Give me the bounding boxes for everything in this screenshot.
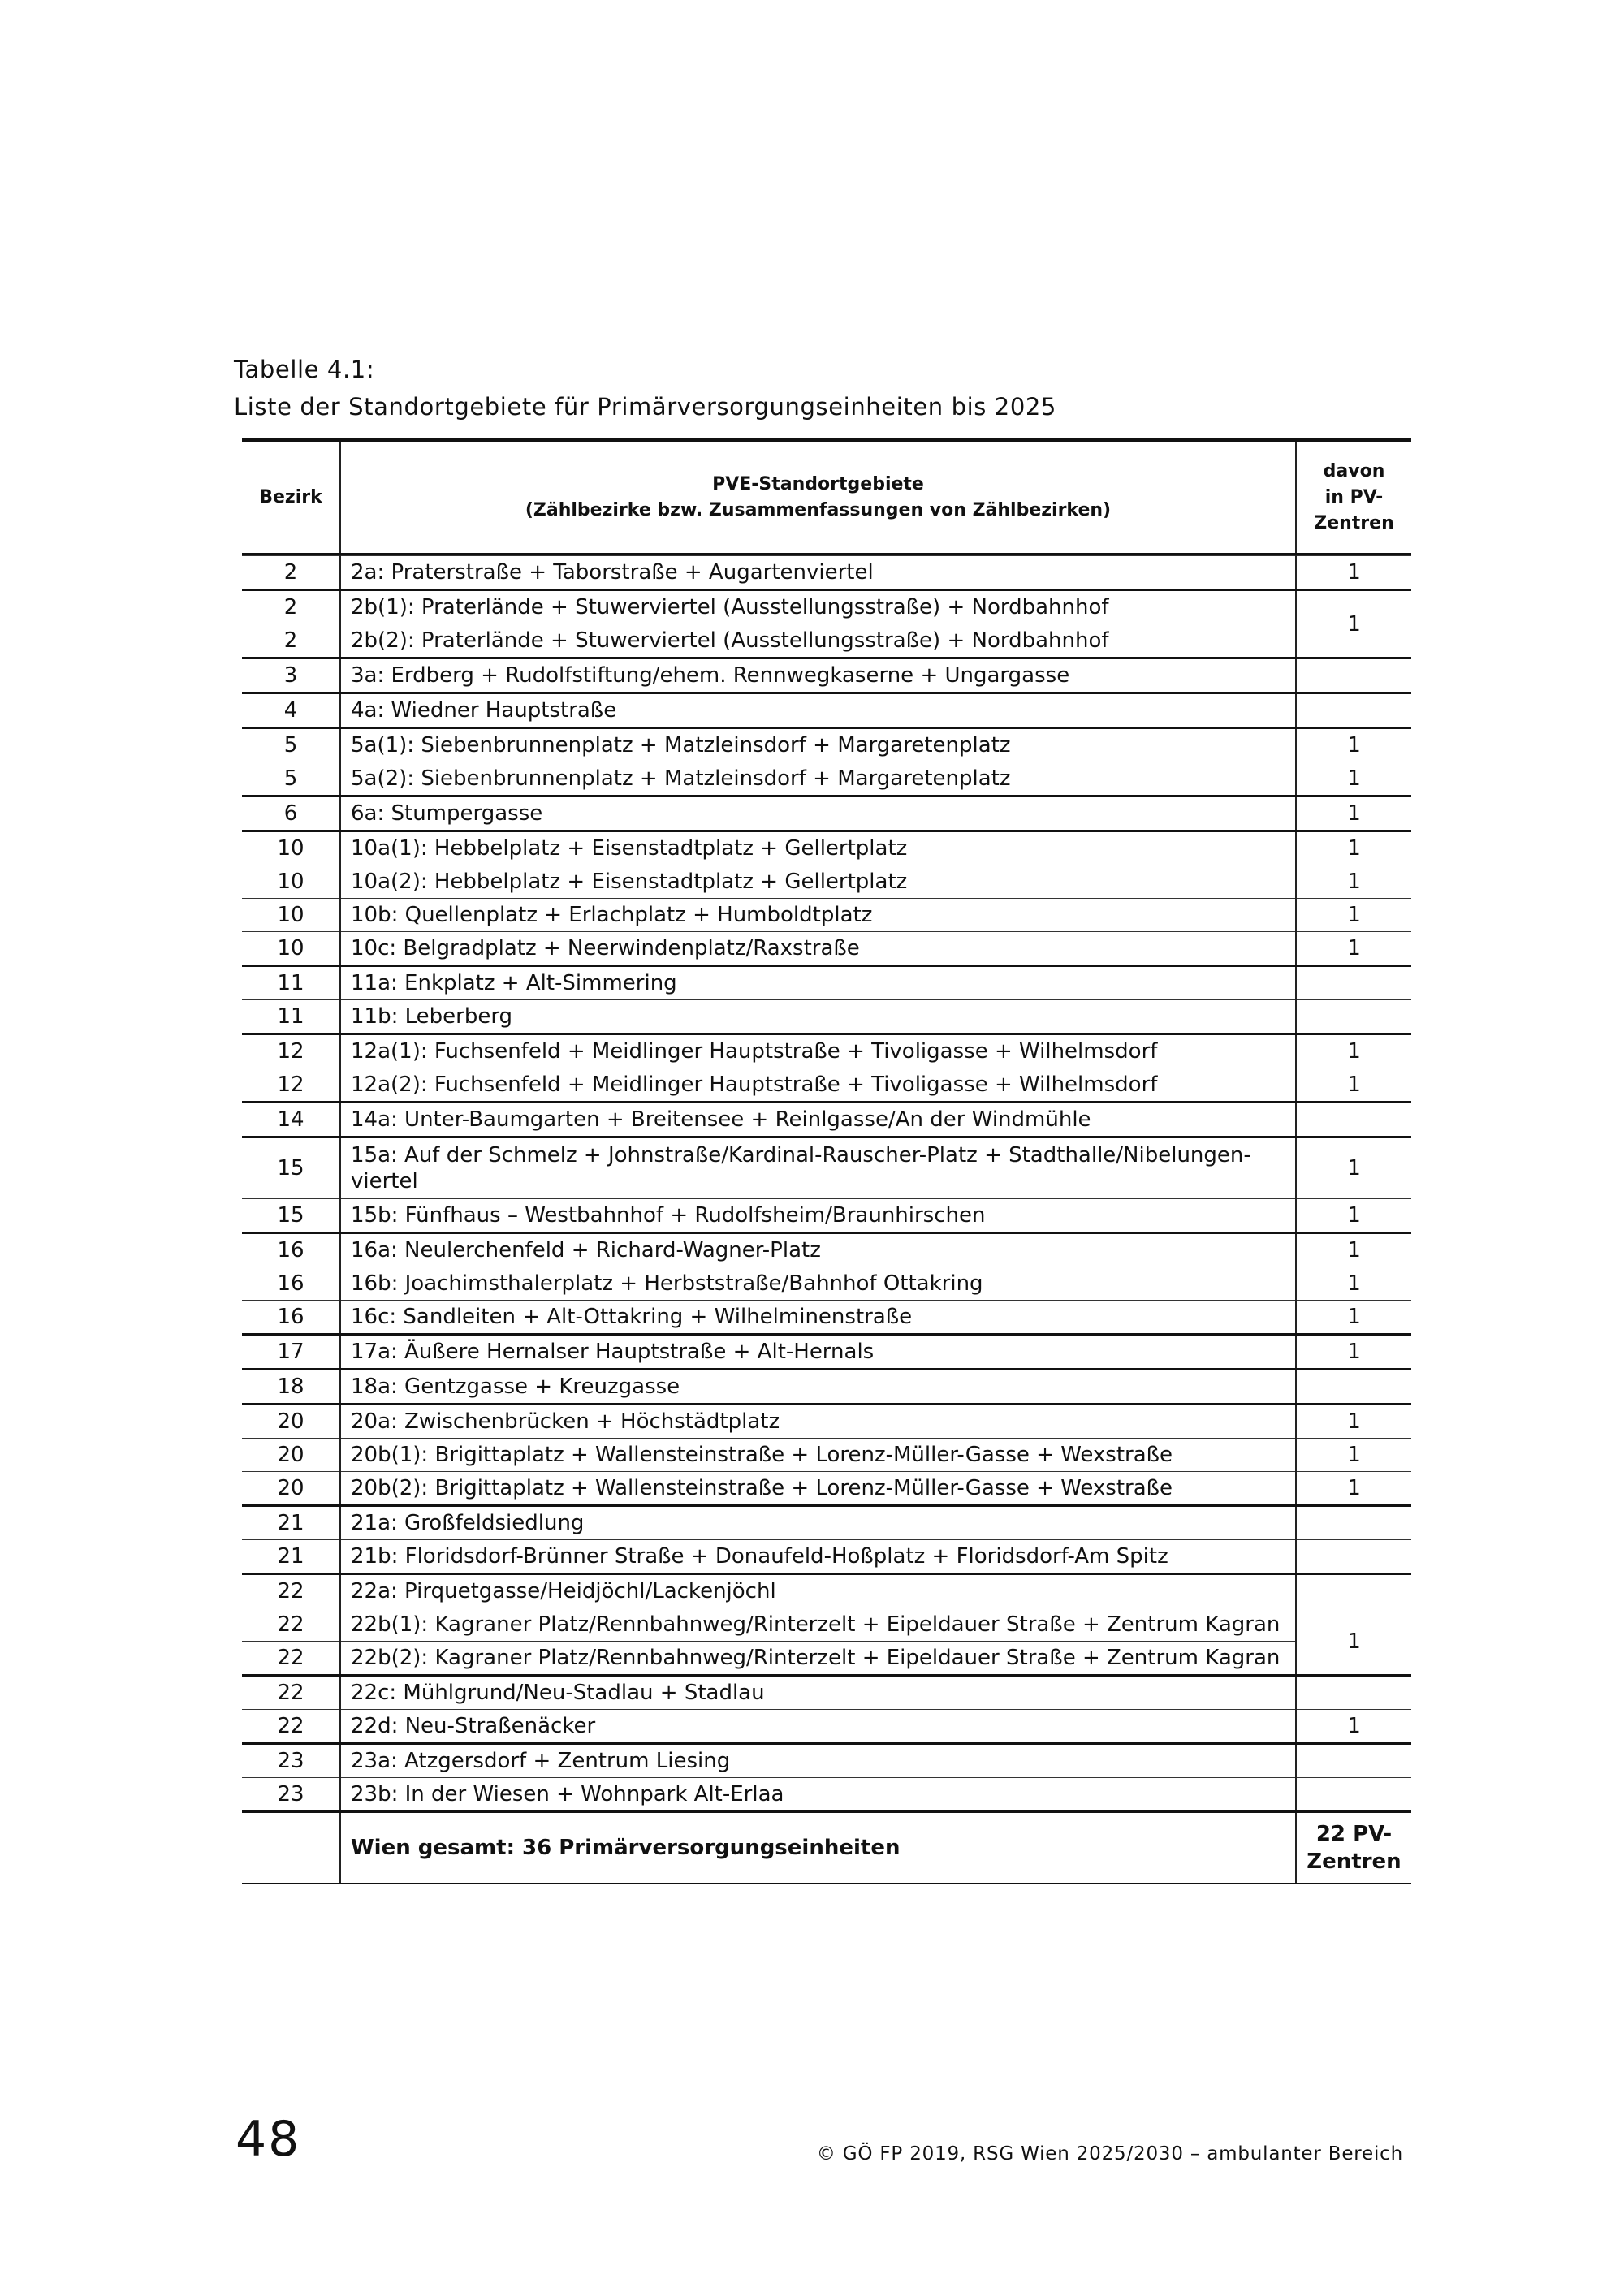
- cell-bezirk: 3: [242, 658, 340, 693]
- cell-gebiet: 21b: Floridsdorf-Brünner Straße + Donaufeld-Hoßplatz + Floridsdorf-Am Spitz: [340, 1540, 1296, 1574]
- table-row: [242, 899, 1411, 932]
- table-row: [242, 1103, 1411, 1137]
- cell-pv: 1: [1296, 1068, 1411, 1103]
- cell-bezirk: 22: [242, 1574, 340, 1608]
- cell-bezirk: 12: [242, 1034, 340, 1068]
- cell-pv: 1: [1296, 1405, 1411, 1439]
- cell-bezirk: 5: [242, 728, 340, 762]
- total-pv-line2: Zentren: [1307, 1849, 1402, 1874]
- table-row: [242, 1472, 1411, 1506]
- cell-gebiet: 22b(2): Kagraner Platz/Rennbahnweg/Rinterzelt + Eipeldauer Straße + Zentrum Kagran: [340, 1642, 1296, 1676]
- cell-pv: 1: [1296, 899, 1411, 932]
- cell-bezirk: 5: [242, 762, 340, 796]
- table-row: [242, 966, 1411, 1000]
- cell-gebiet: 10a(1): Hebbelplatz + Eisenstadtplatz + Gellertplatz: [340, 831, 1296, 865]
- cell-bezirk: 14: [242, 1103, 340, 1137]
- cell-bezirk: 21: [242, 1506, 340, 1540]
- cell-gebiet: 5a(2): Siebenbrunnenplatz + Matzleinsdorf + Margaretenplatz: [340, 762, 1296, 796]
- cell-pv: [1296, 1506, 1411, 1540]
- total-pv-line1: 22 PV-: [1315, 1822, 1393, 1846]
- cell-gebiet: 16c: Sandleiten + Alt-Ottakring + Wilhelminenstraße: [340, 1301, 1296, 1335]
- cell-bezirk: 17: [242, 1335, 340, 1370]
- table-row: [242, 932, 1411, 966]
- table-row: [242, 1068, 1411, 1103]
- header-gebiete-line1: PVE-Standortgebiete: [712, 474, 924, 494]
- cell-bezirk: 22: [242, 1608, 340, 1642]
- total-label: Wien gesamt: 36 Primärversorgungseinheiten: [340, 1812, 1296, 1884]
- cell-pv: 1: [1296, 762, 1411, 796]
- cell-gebiet: 3a: Erdberg + Rudolfstiftung/ehem. Rennwegkaserne + Ungargasse: [340, 658, 1296, 693]
- cell-pv: 1: [1296, 796, 1411, 831]
- cell-pv: [1296, 1103, 1411, 1137]
- table-row: [242, 1744, 1411, 1778]
- caption-label: Tabelle 4.1:: [234, 356, 375, 383]
- cell-gebiet: 11a: Enkplatz + Alt-Simmering: [340, 966, 1296, 1000]
- table-row: [242, 1778, 1411, 1812]
- cell-bezirk: 12: [242, 1068, 340, 1103]
- cell-gebiet: 20b(2): Brigittaplatz + Wallensteinstraße + Lorenz-Müller-Gasse + Wexstraße: [340, 1472, 1296, 1506]
- caption-title: Liste der Standortgebiete für Primärversorgungseinheiten bis 2025: [234, 393, 1056, 421]
- table-row: [242, 1574, 1411, 1608]
- cell-bezirk: 2: [242, 624, 340, 658]
- standortgebiete-table: [242, 438, 1411, 1884]
- cell-pv: [1296, 1778, 1411, 1812]
- cell-gebiet: 20a: Zwischenbrücken + Höchstädtplatz: [340, 1405, 1296, 1439]
- table-row: [242, 1335, 1411, 1370]
- total-row: [242, 1812, 1411, 1884]
- table-row: [242, 1405, 1411, 1439]
- cell-pv: 1: [1296, 1301, 1411, 1335]
- cell-bezirk: 15: [242, 1137, 340, 1199]
- table-row: [242, 556, 1411, 590]
- page-number: 48: [235, 2111, 301, 2168]
- table-row: [242, 1506, 1411, 1540]
- table-row: [242, 831, 1411, 865]
- cell-gebiet: 5a(1): Siebenbrunnenplatz + Matzleinsdorf + Margaretenplatz: [340, 728, 1296, 762]
- cell-gebiet: 14a: Unter-Baumgarten + Breitensee + Reinlgasse/An der Windmühle: [340, 1103, 1296, 1137]
- cell-gebiet: 18a: Gentzgasse + Kreuzgasse: [340, 1370, 1296, 1405]
- cell-bezirk: 11: [242, 1000, 340, 1034]
- table-row: [242, 658, 1411, 693]
- cell-bezirk: 2: [242, 556, 340, 590]
- cell-pv: [1296, 1370, 1411, 1405]
- table-row: [242, 1676, 1411, 1710]
- cell-gebiet: 22c: Mühlgrund/Neu-Stadlau + Stadlau: [340, 1676, 1296, 1710]
- cell-pv: 1: [1296, 831, 1411, 865]
- cell-gebiet: [340, 1137, 1296, 1199]
- header-pv-line3: Zentren: [1314, 513, 1394, 533]
- cell-bezirk: 20: [242, 1405, 340, 1439]
- cell-pv: [1296, 1676, 1411, 1710]
- cell-gebiet: 17a: Äußere Hernalser Hauptstraße + Alt-Hernals: [340, 1335, 1296, 1370]
- cell-pv: [1296, 1744, 1411, 1778]
- cell-pv: 1: [1296, 1137, 1411, 1199]
- cell-bezirk: 16: [242, 1267, 340, 1301]
- header-row: [242, 442, 1411, 555]
- cell-gebiet: 11b: Leberberg: [340, 1000, 1296, 1034]
- cell-pv: 1: [1296, 728, 1411, 762]
- cell-gebiet: 20b(1): Brigittaplatz + Wallensteinstraße + Lorenz-Müller-Gasse + Wexstraße: [340, 1439, 1296, 1472]
- cell-pv: 1: [1296, 1608, 1411, 1676]
- cell-bezirk: 10: [242, 899, 340, 932]
- cell-pv: 1: [1296, 1710, 1411, 1744]
- cell-gebiet: 2b(2): Praterlände + Stuwerviertel (Ausstellungsstraße) + Nordbahnhof: [340, 624, 1296, 658]
- header-pv-line1: davon: [1323, 461, 1385, 481]
- cell-pv: 1: [1296, 932, 1411, 966]
- table-row: [242, 590, 1411, 624]
- cell-pv: 1: [1296, 865, 1411, 899]
- cell-pv: 1: [1296, 1335, 1411, 1370]
- cell-pv: 1: [1296, 1034, 1411, 1068]
- table-row: [242, 1199, 1411, 1233]
- table-row: [242, 796, 1411, 831]
- header-pv-zentren: [1296, 442, 1411, 555]
- cell-bezirk: 22: [242, 1676, 340, 1710]
- total-pv-zentren: [1296, 1812, 1411, 1884]
- cell-bezirk: 20: [242, 1439, 340, 1472]
- cell-gebiet: 12a(1): Fuchsenfeld + Meidlinger Hauptstraße + Tivoligasse + Wilhelmsdorf: [340, 1034, 1296, 1068]
- cell-gebiet: 12a(2): Fuchsenfeld + Meidlinger Hauptstraße + Tivoligasse + Wilhelmsdorf: [340, 1068, 1296, 1103]
- cell-pv: 1: [1296, 1267, 1411, 1301]
- cell-gebiet-line1: 15a: Auf der Schmelz + Johnstraße/Kardinal-Rauscher-Platz + Stadthalle/Nibelungen-: [351, 1143, 1251, 1167]
- cell-pv: [1296, 693, 1411, 728]
- cell-gebiet: 16b: Joachimsthalerplatz + Herbststraße/Bahnhof Ottakring: [340, 1267, 1296, 1301]
- cell-bezirk: 10: [242, 932, 340, 966]
- table-row: [242, 624, 1411, 658]
- cell-pv: 1: [1296, 1439, 1411, 1472]
- cell-pv: 1: [1296, 1233, 1411, 1267]
- table-row: [242, 762, 1411, 796]
- header-pv-line2: in PV-: [1324, 487, 1384, 507]
- table-caption: [234, 351, 1411, 425]
- cell-bezirk: 4: [242, 693, 340, 728]
- table-row: [242, 1608, 1411, 1642]
- table-row: [242, 1034, 1411, 1068]
- cell-gebiet: 21a: Großfeldsiedlung: [340, 1506, 1296, 1540]
- table-row: [242, 1301, 1411, 1335]
- table-row: [242, 728, 1411, 762]
- table-row: [242, 1233, 1411, 1267]
- cell-gebiet: 23a: Atzgersdorf + Zentrum Liesing: [340, 1744, 1296, 1778]
- cell-gebiet: 22a: Pirquetgasse/Heidjöchl/Lackenjöchl: [340, 1574, 1296, 1608]
- table-row: [242, 1000, 1411, 1034]
- cell-pv: [1296, 1540, 1411, 1574]
- cell-pv: 1: [1296, 556, 1411, 590]
- cell-pv: [1296, 966, 1411, 1000]
- cell-pv: [1296, 1574, 1411, 1608]
- cell-gebiet: 15b: Fünfhaus – Westbahnhof + Rudolfsheim/Braunhirschen: [340, 1199, 1296, 1233]
- table-row: [242, 1710, 1411, 1744]
- cell-pv: [1296, 1000, 1411, 1034]
- cell-bezirk: 15: [242, 1199, 340, 1233]
- table-row: [242, 865, 1411, 899]
- cell-bezirk: 16: [242, 1233, 340, 1267]
- cell-bezirk: 22: [242, 1710, 340, 1744]
- table-row: [242, 1642, 1411, 1676]
- cell-pv: 1: [1296, 590, 1411, 658]
- cell-bezirk: 21: [242, 1540, 340, 1574]
- cell-bezirk: 22: [242, 1642, 340, 1676]
- cell-gebiet: 22d: Neu-Straßenäcker: [340, 1710, 1296, 1744]
- table-row: [242, 1370, 1411, 1405]
- footer-copyright: © GÖ FP 2019, RSG Wien 2025/2030 – ambulanter Bereich: [816, 2143, 1403, 2164]
- cell-pv: [1296, 658, 1411, 693]
- table-row: [242, 1439, 1411, 1472]
- cell-gebiet: 6a: Stumpergasse: [340, 796, 1296, 831]
- cell-bezirk: 16: [242, 1301, 340, 1335]
- cell-gebiet: 22b(1): Kagraner Platz/Rennbahnweg/Rinterzelt + Eipeldauer Straße + Zentrum Kagran: [340, 1608, 1296, 1642]
- cell-gebiet: 4a: Wiedner Hauptstraße: [340, 693, 1296, 728]
- cell-bezirk: 10: [242, 865, 340, 899]
- cell-bezirk: 11: [242, 966, 340, 1000]
- cell-bezirk: 2: [242, 590, 340, 624]
- cell-bezirk: 10: [242, 831, 340, 865]
- cell-gebiet: 16a: Neulerchenfeld + Richard-Wagner-Platz: [340, 1233, 1296, 1267]
- table-row: [242, 1137, 1411, 1199]
- header-bezirk: Bezirk: [242, 442, 340, 555]
- cell-pv: 1: [1296, 1472, 1411, 1506]
- cell-gebiet-line2: viertel: [351, 1169, 418, 1193]
- cell-bezirk: 20: [242, 1472, 340, 1506]
- cell-gebiet: 2a: Praterstraße + Taborstraße + Augartenviertel: [340, 556, 1296, 590]
- header-gebiete-line2: (Zählbezirke bzw. Zusammenfassungen von Zählbezirken): [525, 500, 1112, 520]
- table-row: [242, 693, 1411, 728]
- cell-gebiet: 10c: Belgradplatz + Neerwindenplatz/Raxstraße: [340, 932, 1296, 966]
- total-bezirk-empty: [242, 1812, 340, 1884]
- cell-pv: 1: [1296, 1199, 1411, 1233]
- cell-bezirk: 23: [242, 1778, 340, 1812]
- cell-bezirk: 23: [242, 1744, 340, 1778]
- table-row: [242, 1267, 1411, 1301]
- cell-bezirk: 18: [242, 1370, 340, 1405]
- cell-gebiet: 10b: Quellenplatz + Erlachplatz + Humboldtplatz: [340, 899, 1296, 932]
- table-row: [242, 1540, 1411, 1574]
- cell-gebiet: 23b: In der Wiesen + Wohnpark Alt-Erlaa: [340, 1778, 1296, 1812]
- cell-gebiet: 10a(2): Hebbelplatz + Eisenstadtplatz + Gellertplatz: [340, 865, 1296, 899]
- cell-bezirk: 6: [242, 796, 340, 831]
- header-gebiete: [340, 442, 1296, 555]
- cell-gebiet: 2b(1): Praterlände + Stuwerviertel (Ausstellungsstraße) + Nordbahnhof: [340, 590, 1296, 624]
